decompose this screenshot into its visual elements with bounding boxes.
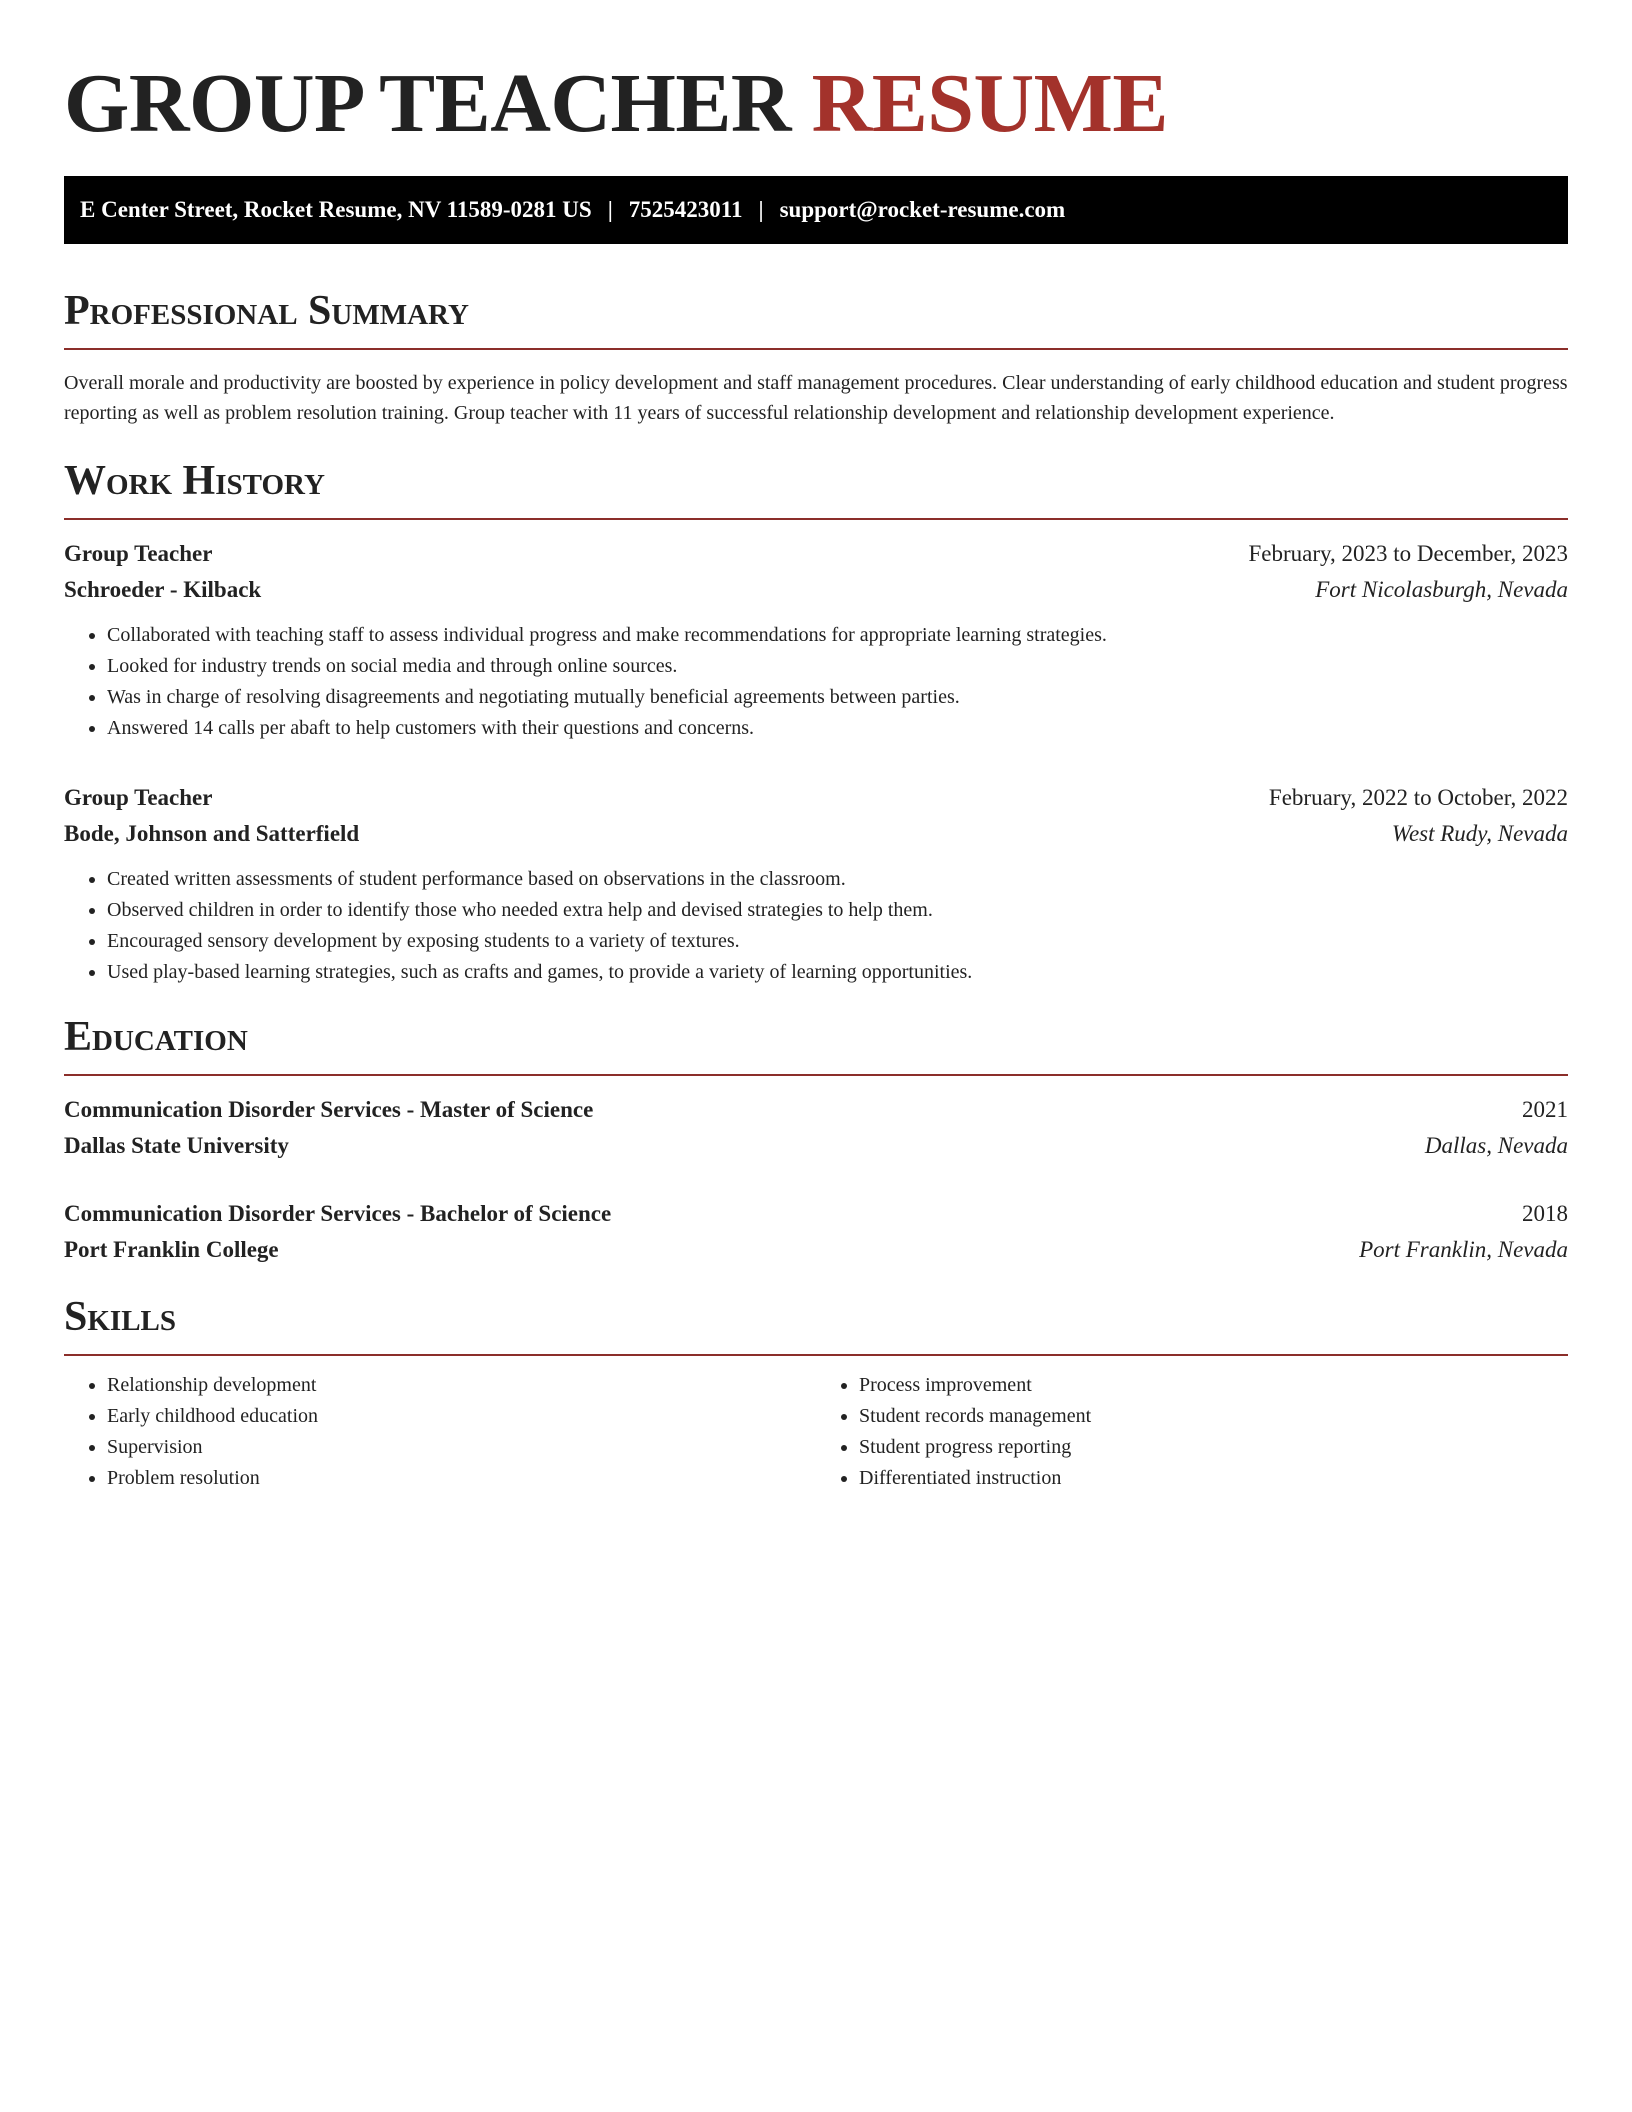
job-company-row	[64, 816, 1568, 852]
job-bullets	[64, 620, 1568, 744]
skills-section	[64, 1290, 1568, 1494]
job-title: Group Teacher	[64, 541, 213, 566]
skills-heading: Skills	[64, 1294, 177, 1340]
list-item: • Student records management	[859, 1401, 1568, 1432]
job-dates: February, 2023 to December, 2023	[1248, 541, 1568, 566]
contact-phone: 7525423011	[628, 197, 743, 222]
school-location: Dallas, Nevada	[1424, 1133, 1568, 1158]
education-heading: Education	[64, 1014, 248, 1060]
contact-address: E Center Street, Rocket Resume, NV 11589-0281 US	[80, 197, 592, 222]
contact-separator: |	[758, 197, 764, 222]
list-item: • Process improvement	[859, 1370, 1568, 1401]
list-item: • Supervision	[107, 1432, 816, 1463]
job-bullets	[64, 864, 1568, 988]
list-item: • Early childhood education	[107, 1401, 816, 1432]
job-title-row	[64, 536, 1568, 572]
skills-list-left	[64, 1370, 816, 1494]
resume-title	[64, 0, 1568, 154]
list-item: • Created written assessments of student performance based on observations in the classroom.	[107, 864, 1568, 895]
list-item: • Differentiated instruction	[859, 1463, 1568, 1494]
list-item: • Looked for industry trends on social media and through online sources.	[107, 651, 1568, 682]
section-divider	[64, 518, 1568, 520]
list-item: • Was in charge of resolving disagreements and negotiating mutually beneficial agreements between parties.	[107, 682, 1568, 713]
list-item: • Student progress reporting	[859, 1432, 1568, 1463]
education-entry	[64, 1092, 1568, 1164]
skills-grid	[64, 1370, 1568, 1494]
school-row	[64, 1128, 1568, 1164]
school-name: Dallas State University	[64, 1133, 289, 1158]
title-accent: RESUME	[811, 57, 1168, 150]
job-title-row	[64, 780, 1568, 816]
contact-separator: |	[607, 197, 613, 222]
job-entry	[64, 780, 1568, 988]
job-entry	[64, 536, 1568, 744]
degree-name: Communication Disorder Services - Master of Science	[64, 1097, 594, 1122]
summary-text: Overall morale and productivity are boosted by experience in policy development and staff management procedures. Clear understanding of early childhood education and student progress reporting as well as problem resolution training. Group teacher with 11 years of successful relationship development and relationship development experience.	[64, 372, 1568, 424]
school-name: Port Franklin College	[64, 1237, 279, 1262]
job-company: Schroeder - Kilback	[64, 577, 262, 602]
job-dates: February, 2022 to October, 2022	[1268, 785, 1568, 810]
degree-year: 2018	[1522, 1201, 1568, 1226]
education-entry	[64, 1196, 1568, 1268]
list-item: • Problem resolution	[107, 1463, 816, 1494]
title-main: GROUP TEACHER	[64, 57, 792, 150]
list-item: • Answered 14 calls per abaft to help customers with their questions and concerns.	[107, 713, 1568, 744]
list-item: • Encouraged sensory development by exposing students to a variety of textures.	[107, 926, 1568, 957]
work-history-section	[64, 454, 1568, 988]
list-item: • Collaborated with teaching staff to assess individual progress and make recommendations for appropriate learning strategies.	[107, 620, 1568, 651]
job-company-row	[64, 572, 1568, 608]
contact-email: support@rocket-resume.com	[779, 197, 1066, 222]
section-divider	[64, 1074, 1568, 1076]
skills-list-right	[816, 1370, 1568, 1494]
education-section	[64, 1010, 1568, 1268]
degree-year: 2021	[1522, 1097, 1568, 1122]
section-divider	[64, 348, 1568, 350]
work-history-heading: Work History	[64, 458, 325, 504]
list-item: • Used play-based learning strategies, such as crafts and games, to provide a variety of learning opportunities.	[107, 957, 1568, 988]
list-item: • Relationship development	[107, 1370, 816, 1401]
summary-heading: Professional Summary	[64, 288, 469, 334]
degree-row	[64, 1092, 1568, 1128]
degree-name: Communication Disorder Services - Bachelor of Science	[64, 1201, 612, 1226]
job-title: Group Teacher	[64, 785, 213, 810]
school-location: Port Franklin, Nevada	[1359, 1237, 1568, 1262]
list-item: • Observed children in order to identify those who needed extra help and devised strategies to help them.	[107, 895, 1568, 926]
contact-bar	[64, 176, 1568, 244]
section-divider	[64, 1354, 1568, 1356]
degree-row	[64, 1196, 1568, 1232]
job-location: Fort Nicolasburgh, Nevada	[1315, 577, 1568, 602]
job-location: West Rudy, Nevada	[1391, 821, 1568, 846]
summary-section	[64, 284, 1568, 428]
school-row	[64, 1232, 1568, 1268]
job-company: Bode, Johnson and Satterfield	[64, 821, 360, 846]
